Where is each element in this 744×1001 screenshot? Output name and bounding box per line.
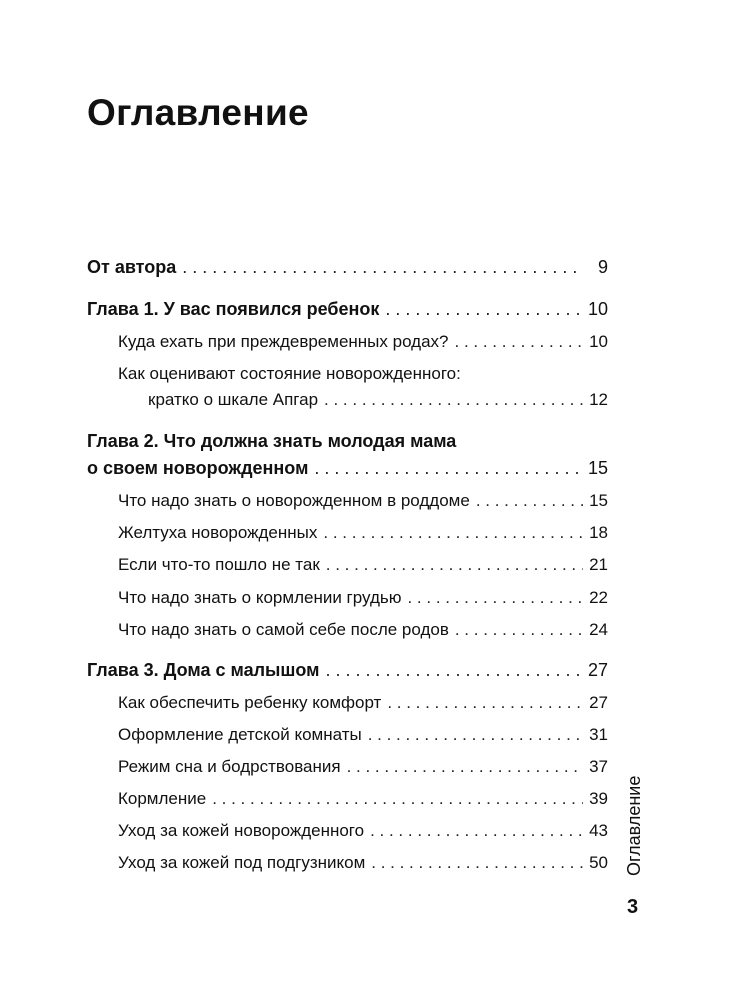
toc-entry-section (118, 692, 608, 714)
toc-entry-page: 37 (589, 757, 608, 776)
leader-dots (212, 788, 583, 810)
toc-entry-page: 50 (589, 853, 608, 872)
toc-entry-section (118, 788, 608, 810)
toc-entry-page: 12 (589, 390, 608, 409)
toc-entry-title: Что надо знать о самой себе после родов (118, 620, 449, 639)
toc-entry-page: 15 (589, 491, 608, 510)
leader-dots (455, 619, 583, 641)
page-number: 3 (627, 896, 639, 918)
running-section-label-text: Оглавление (624, 775, 644, 876)
leader-dots (455, 331, 584, 353)
toc-entry-section (118, 331, 608, 353)
toc-entry-section (148, 389, 608, 411)
toc-entry-title: Как обеспечить ребенку комфорт (118, 693, 382, 712)
toc-entry-title: Если что-то пошло не так (118, 555, 320, 574)
toc-entry-title: Куда ехать при преждевременных родах? (118, 332, 449, 351)
leader-dots (326, 554, 583, 576)
toc-entry-title: Что надо знать о новорожденном в роддоме (118, 491, 470, 510)
toc-entry-title: Кормление (118, 789, 207, 808)
toc-entry-title: Глава 3. Дома с малышом (87, 660, 320, 680)
toc-entry-section (118, 587, 608, 609)
toc-entry-title: Что надо знать о кормлении грудью (118, 588, 402, 607)
toc-entry-author (87, 256, 608, 278)
toc-entry-section (118, 820, 608, 842)
running-section-label (620, 760, 650, 880)
toc-entry-section (118, 522, 608, 544)
toc-entry-title-line: Глава 2. Что должна знать молодая мама (87, 431, 457, 451)
toc-entry-page: 9 (597, 257, 608, 277)
toc-entry-section (118, 756, 608, 778)
toc-entry-page: 24 (589, 620, 608, 639)
leader-dots (385, 298, 582, 320)
toc-entry-title: о своем новорожденном (87, 458, 309, 478)
toc-entry-page: 27 (587, 660, 608, 680)
toc-entry-page: 18 (589, 523, 608, 542)
leader-dots (370, 820, 583, 842)
toc-entry-title: кратко о шкале Апгар (148, 390, 319, 409)
toc-entry-title: Режим сна и бодрствования (118, 757, 341, 776)
leader-dots (182, 256, 584, 278)
toc-entry-page: 10 (587, 299, 608, 319)
leader-dots (325, 659, 581, 681)
toc-entry-page: 22 (589, 588, 608, 607)
toc-entry-title: Уход за кожей под подгузником (118, 853, 366, 872)
toc-entry-page: 10 (589, 332, 608, 351)
toc-entry-section (118, 724, 608, 746)
toc-entry-section (118, 490, 608, 512)
toc-entry-chapter-3 (87, 659, 608, 681)
leader-dots (314, 457, 582, 479)
toc-entry-section (118, 619, 608, 641)
toc-entry-page: 31 (589, 725, 608, 744)
leader-dots (323, 522, 583, 544)
toc-entry-chapter-2 (87, 457, 608, 479)
page-title: Оглавление (87, 92, 309, 133)
toc-entry-title: Желтуха новорожденных (118, 523, 318, 542)
toc-entry-page: 15 (587, 458, 608, 478)
leader-dots (347, 756, 584, 778)
leader-dots (324, 389, 583, 411)
toc-entry-page: 39 (589, 789, 608, 808)
toc-entry-title: Оформление детской комнаты (118, 725, 362, 744)
leader-dots (407, 587, 583, 609)
toc-entry-page: 21 (589, 555, 608, 574)
leader-dots (368, 724, 583, 746)
toc-entry-section (118, 852, 608, 874)
leader-dots (476, 490, 583, 512)
toc-entry-page: 27 (589, 693, 608, 712)
toc-entry-title-line: Как оценивают состояние новорожденного: (118, 364, 461, 383)
leader-dots (371, 852, 583, 874)
toc-entry-title: От автора (87, 257, 177, 277)
toc-entry-title: Глава 1. У вас появился ребенок (87, 299, 380, 319)
toc-entry-page: 43 (589, 821, 608, 840)
toc-entry-section (118, 554, 608, 576)
toc-entry-chapter-1 (87, 298, 608, 320)
toc-entry-title: Уход за кожей новорожденного (118, 821, 365, 840)
leader-dots (387, 692, 583, 714)
